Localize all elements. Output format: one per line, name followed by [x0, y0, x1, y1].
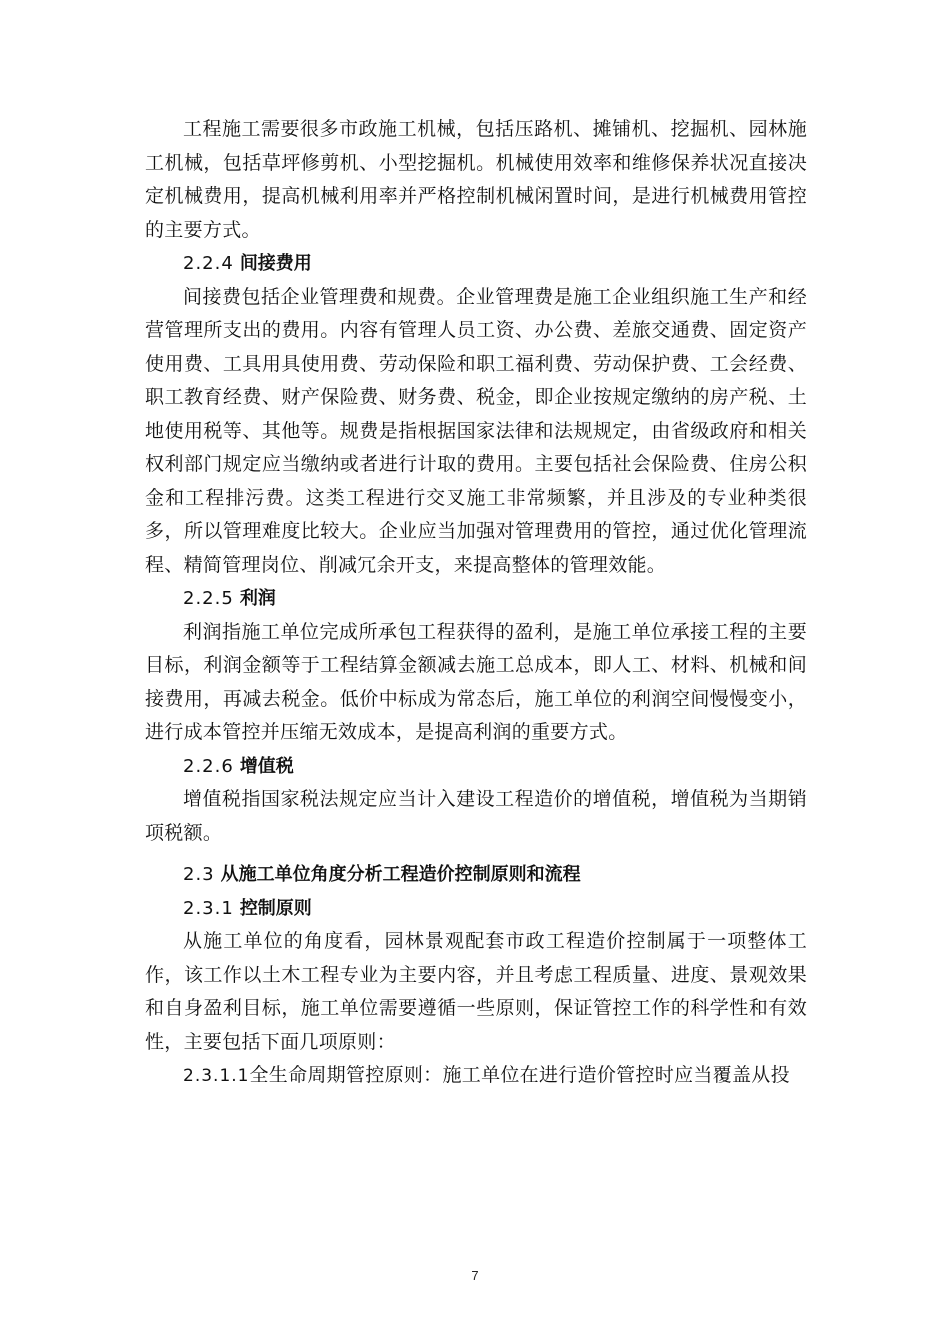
heading-2-2-4	[145, 247, 807, 281]
page-number: 7	[471, 1268, 479, 1283]
paragraph-machinery: 工程施工需要很多市政施工机械，包括压路机、摊铺机、挖掘机、园林施工机械，包括草坪修剪机、小型挖掘机。机械使用效率和维修保养状况直接决定机械费用，提高机械利用率并严格控制机械闲置时间，是进行机械费用管控的主要方式。	[145, 118, 807, 241]
paragraph-profit: 利润指施工单位完成所承包工程获得的盈利，是施工单位承接工程的主要目标，利润金额等于工程结算金额减去施工总成本，即人工、材料、机械和间接费用，再减去税金。低价中标成为常态后，施工单位的利润空间慢慢变小，进行成本管控并压缩无效成本，是提高利润的重要方式。	[145, 620, 807, 743]
heading-number: 2.3	[183, 864, 215, 885]
heading-title: 增值税	[239, 755, 294, 777]
paragraph-indirect-costs: 间接费包括企业管理费和规费。企业管理费是施工企业组织施工生产和经营管理所支出的费用。内容有管理人员工资、办公费、差旅交通费、固定资产使用费、工具用具使用费、劳动保险和职工福利费、劳动保护费、工会经费、职工教育经费、财产保险费、财务费、税金，即企业按规定缴纳的房产税、土地使用税等、其他等。规费是指根据国家法律和法规规定，由省级政府和相关权利部门规定应当缴纳或者进行计取的费用。主要包括社会保险费、住房公积金和工程排污费。这类工程进行交叉施工非常频繁，并且涉及的专业种类很多，所以管理难度比较大。企业应当加强对管理费用的管控，通过优化管理流程、精简管理岗位、削减冗余开支，来提高整体的管理效能。	[145, 285, 807, 576]
heading-number: 2.3.1	[183, 897, 234, 919]
heading-2-2-6	[145, 750, 807, 784]
paragraph-vat: 增值税指国家税法规定应当计入建设工程造价的增值税，增值税为当期销项税额。	[145, 788, 807, 844]
heading-2-2-5	[145, 582, 807, 616]
heading-number: 2.2.5	[183, 588, 234, 609]
heading-title: 从施工单位角度分析工程造价控制原则和流程	[220, 864, 581, 885]
paragraph-control-principles: 从施工单位的角度看，园林景观配套市政工程造价控制属于一项整体工作，该工作以土木工程专业为主要内容，并且考虑工程质量、进度、景观效果和自身盈利目标，施工单位需要遵循一些原则，保证管控工作的科学性和有效性，主要包括下面几项原则：	[145, 930, 807, 1053]
heading-2-3-1	[145, 892, 807, 926]
heading-2-3	[145, 858, 807, 892]
clause-number: 2.3.1.1	[183, 1066, 250, 1086]
heading-title: 间接费用	[239, 253, 312, 274]
heading-title: 利润	[239, 588, 276, 609]
heading-title: 控制原则	[239, 897, 312, 919]
clause-2-3-1-1	[145, 1059, 807, 1094]
heading-number: 2.2.6	[183, 755, 234, 777]
page-body	[145, 113, 807, 1094]
heading-number: 2.2.4	[183, 253, 234, 274]
clause-text: 全生命周期管控原则：施工单位在进行造价管控时应当覆盖从投	[249, 1064, 790, 1086]
